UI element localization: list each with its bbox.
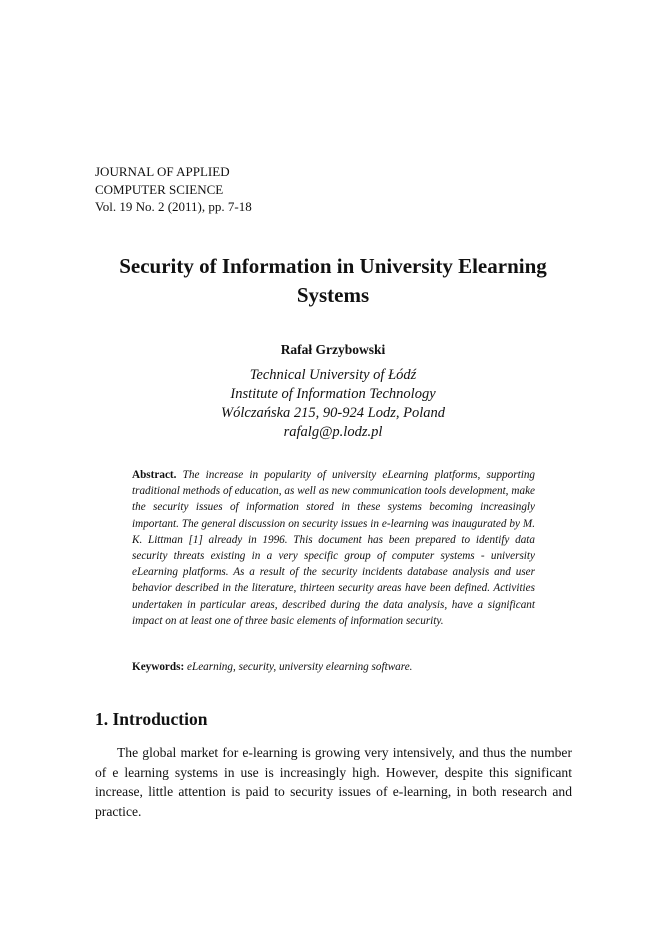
paper-title: Security of Information in University Elearning Systems	[119, 254, 547, 307]
keywords	[132, 659, 535, 675]
journal-name-line-2: COMPUTER SCIENCE	[95, 181, 224, 197]
abstract	[132, 467, 535, 629]
affiliation-address: Wólczańska 215, 90-924 Lodz, Poland	[221, 405, 445, 421]
introduction-paragraph: The global market for e-learning is growing very intensively, and thus the number of e learning systems in use is increasingly high. However, despite this significant increase, little attention is paid to security issues of e-learning, in both research and practice.	[95, 745, 572, 819]
keywords-label: Keywords:	[132, 661, 185, 673]
author-name: Rafał Grzybowski	[280, 342, 386, 357]
section-heading-introduction: 1. Introduction	[95, 709, 208, 729]
journal-volume: Vol. 19 No. 2 (2011), pp. 7-18	[95, 199, 252, 214]
abstract-text: The increase in popularity of university eLearning platforms, supporting traditional methods of education, as well as new communication tools development, make the security issues of information stored in these systems becoming increasingly important. The general discussion on security issues in e-learning was inaugurated by M. K. Littman [1] already in 1996. This document has been prepared to identify data security threats existing in a very specific group of computer systems - university eLearning platforms. As a result of the security incidents database analysis and user behavior described in the literature, thirteen security areas have been defined. Activities undertaken in particular areas, described during the data analysis, have a significant impact on at least one of three basic elements of information security.	[132, 469, 536, 627]
author-email: rafalg@p.lodz.pl	[283, 424, 383, 440]
affiliation-institute: Institute of Information Technology	[230, 386, 436, 402]
affiliation-university: Technical University of Łódź	[249, 367, 417, 383]
journal-name-line-1: JOURNAL OF APPLIED	[95, 164, 230, 179]
keywords-text: eLearning, security, university elearning software.	[187, 661, 413, 673]
journal-header	[95, 163, 252, 216]
abstract-label: Abstract.	[132, 469, 177, 481]
author-affiliation	[0, 366, 666, 442]
